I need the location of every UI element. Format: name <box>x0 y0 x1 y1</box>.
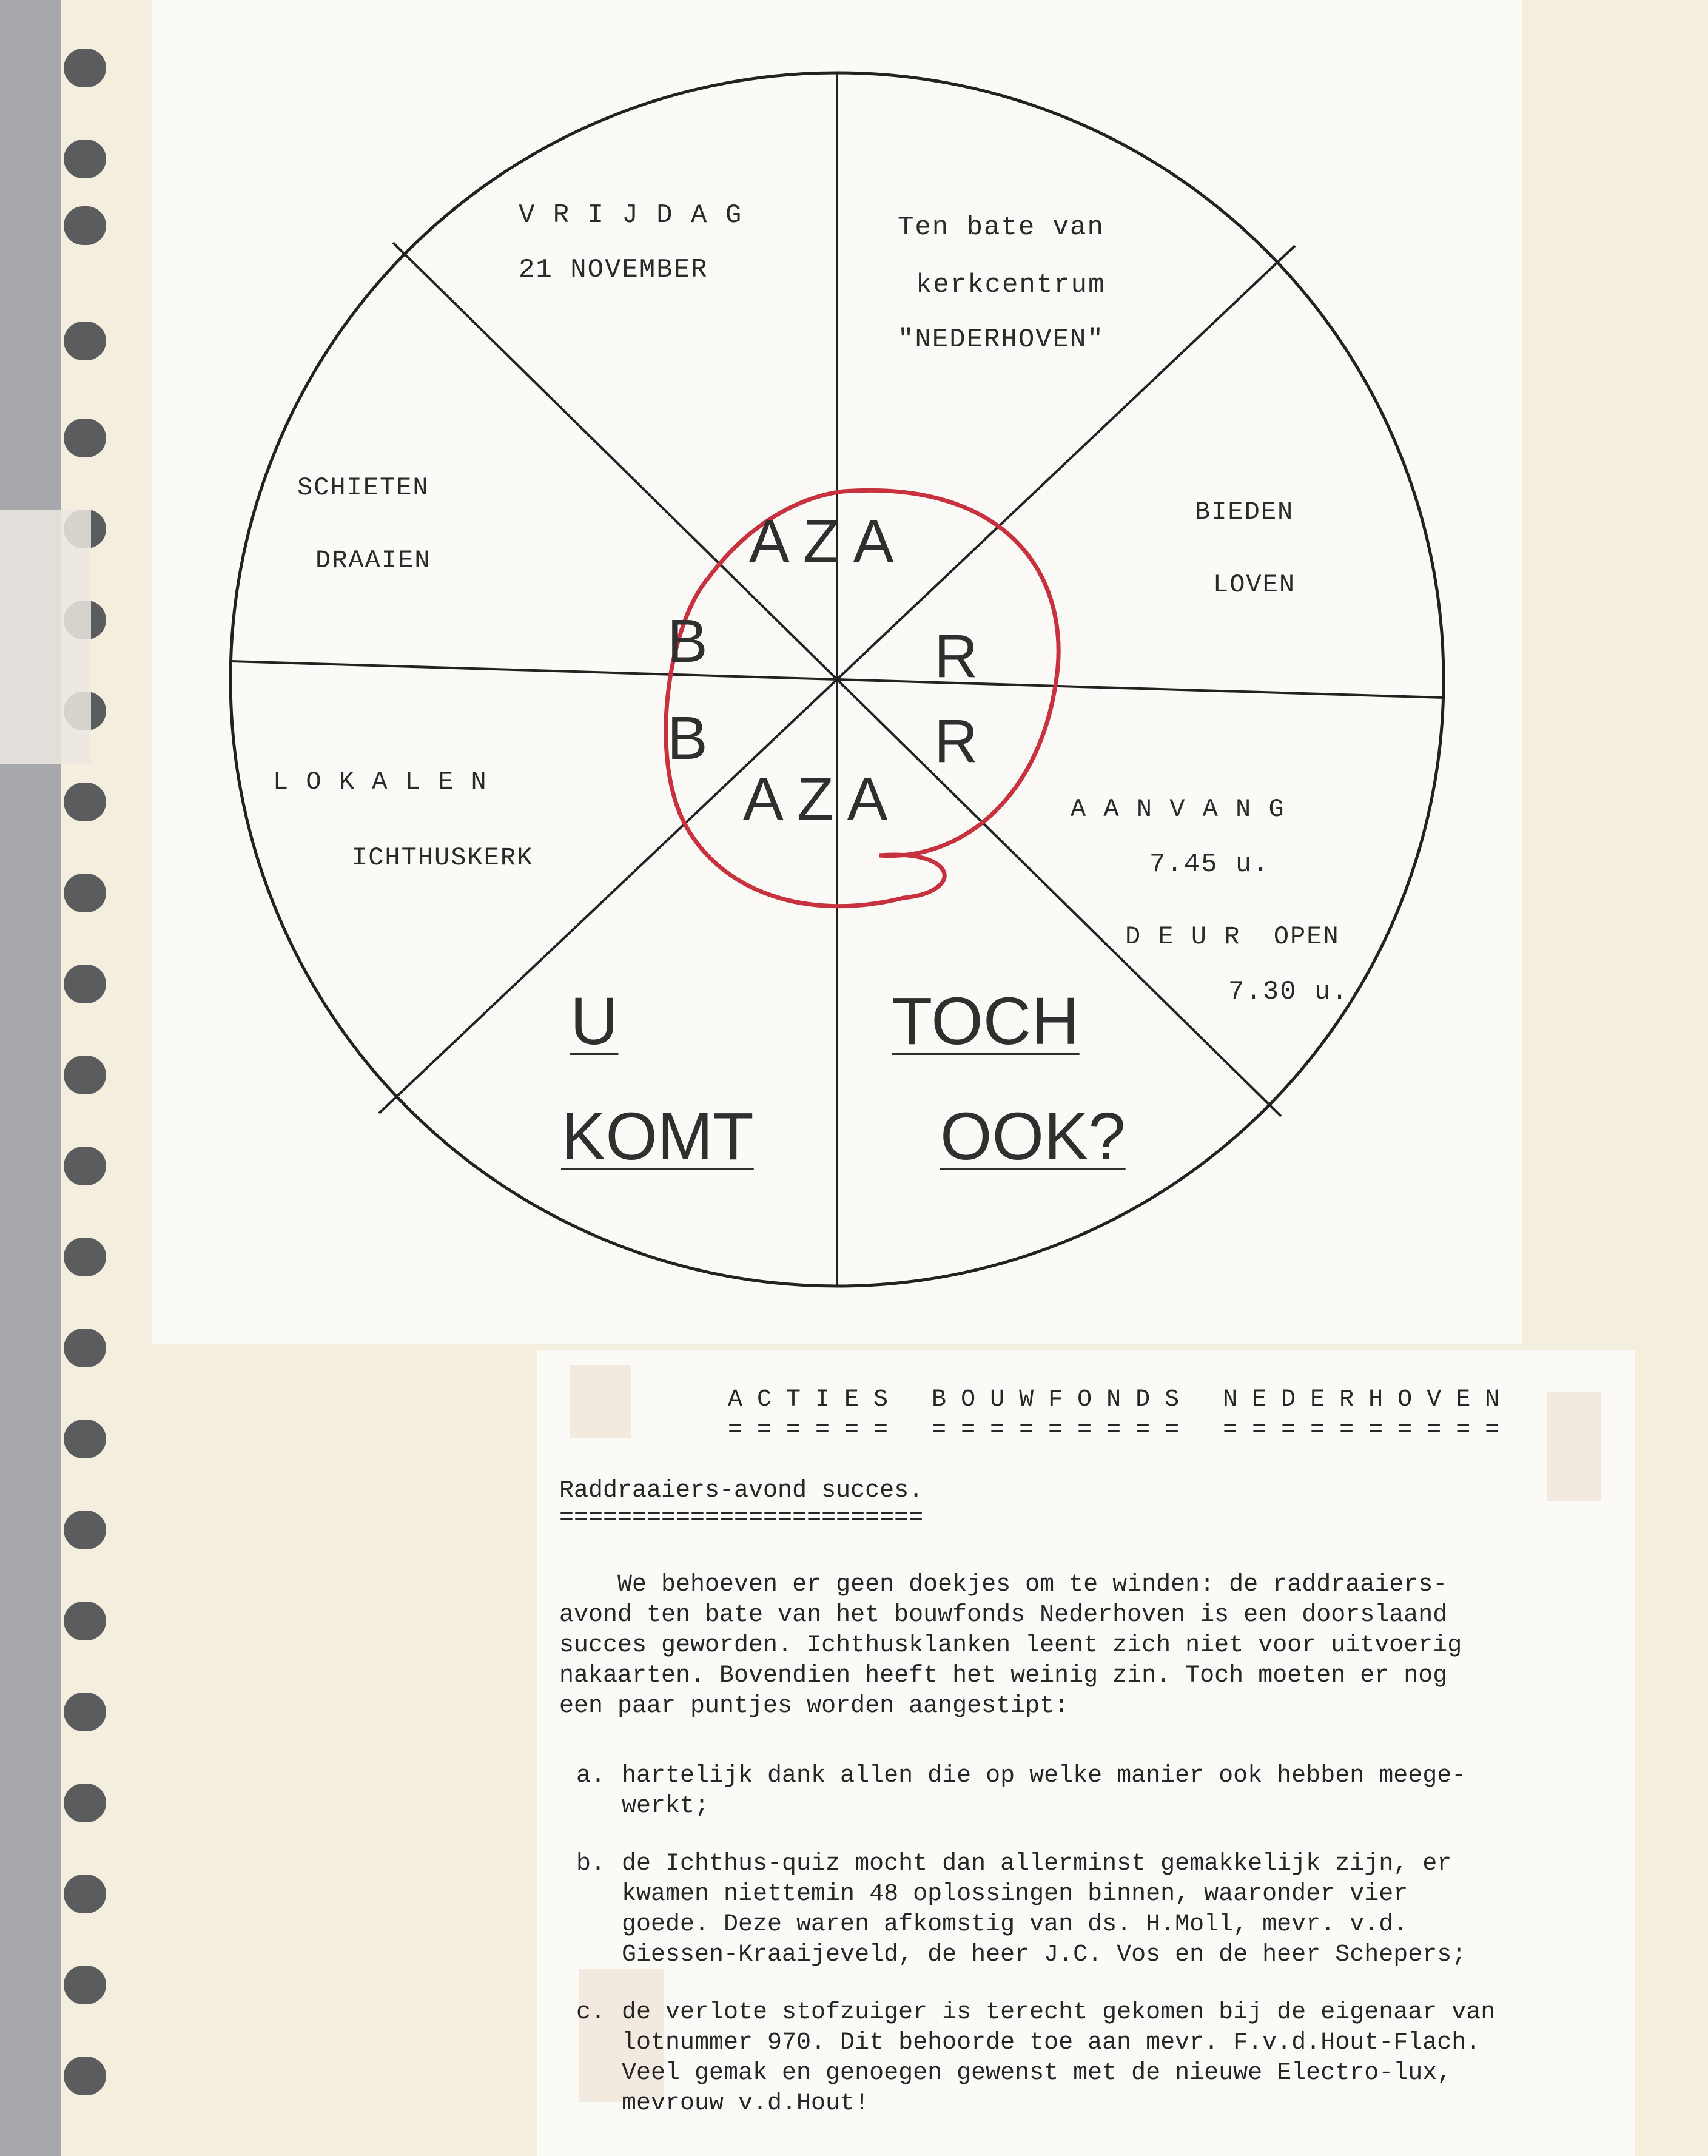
punch-hole <box>64 1875 106 1913</box>
punch-hole <box>64 322 106 360</box>
list-marker: b. <box>576 1850 606 1878</box>
wedge-right-line1: BIEDEN <box>1195 497 1294 527</box>
tape-piece <box>0 510 91 764</box>
list-marker: a. <box>576 1762 606 1790</box>
center-r-upper: R <box>934 622 978 690</box>
wedge-benefit-line2: kerkcentrum <box>916 270 1106 300</box>
punch-hole <box>64 1784 106 1822</box>
wedge-time-line4: 7.30 u. <box>1228 977 1349 1007</box>
list-item-line: werkt; <box>622 1793 710 1820</box>
punch-hole <box>64 419 106 457</box>
center-b-lower: B <box>667 704 708 772</box>
wedge-venue-line2: ICHTHUSKERK <box>352 843 534 872</box>
punch-hole <box>64 206 106 245</box>
slogan-toch: TOCH <box>892 984 1080 1059</box>
list-item-line: goede. Deze waren afkomstig van ds. H.Moll, mevr. v.d. <box>622 1911 1408 1938</box>
slogan-ook: OOK? <box>940 1099 1126 1174</box>
punch-hole <box>64 1147 106 1185</box>
notice-subheading-rule: ========================= <box>559 1504 924 1532</box>
list-item-line: kwamen niettemin 48 oplossingen binnen, waaronder vier <box>622 1881 1408 1908</box>
slogan-komt: KOMT <box>561 1099 754 1174</box>
list-item-line: mevrouw v.d.Hout! <box>622 2090 870 2117</box>
wedge-time-line3: D E U R OPEN <box>1125 922 1340 951</box>
wedge-benefit-line3: "NEDERHOVEN" <box>898 325 1104 355</box>
stain <box>570 1365 631 1438</box>
wedge-right-line2: LOVEN <box>1213 570 1296 599</box>
list-item-line: lotnummer 970. Dit behoorde toe aan mevr. F.v.d.Hout-Flach. <box>622 2029 1481 2057</box>
punch-hole <box>64 1511 106 1549</box>
punch-hole <box>64 1238 106 1276</box>
notice-subheading: Raddraaiers-avond succes. <box>559 1477 924 1504</box>
paragraph-line: succes geworden. Ichthusklanken leent zich niet voor uitvoerig <box>559 1632 1462 1659</box>
list-marker: c. <box>576 1999 606 2026</box>
punch-hole <box>64 1420 106 1458</box>
list-item-line: de verlote stofzuiger is terecht gekomen bij de eigenaar van <box>622 1999 1496 2026</box>
paragraph-line: een paar puntjes worden aangestipt: <box>559 1693 1069 1720</box>
wedge-date-line1: V R I J D A G <box>519 200 743 231</box>
punch-hole <box>64 965 106 1003</box>
punch-holes <box>64 0 106 2156</box>
bazaar-flyer <box>152 0 1522 1344</box>
wedge-left-line1: SCHIETEN <box>297 473 429 502</box>
wedge-time-line1: A A N V A N G <box>1071 795 1285 824</box>
punch-hole <box>64 1693 106 1731</box>
wheel-diagram <box>152 0 1522 1344</box>
punch-hole <box>64 1602 106 1640</box>
paragraph-line: nakaarten. Bovendien heeft het weinig zin. Toch moeten er nog <box>559 1662 1448 1689</box>
paragraph-line: avond ten bate van het bouwfonds Nederhoven is een doorslaand <box>559 1602 1448 1629</box>
punch-hole <box>64 49 106 87</box>
list-item-line: Veel gemak en genoegen gewenst met de nieuwe Electro-lux, <box>622 2060 1452 2087</box>
punch-hole <box>64 783 106 821</box>
wedge-left-line2: DRAAIEN <box>315 546 431 575</box>
notice-heading-rule: = = = = = = = = = = = = = = = = = = = = = = = = = <box>728 1417 1500 1444</box>
list-item-line: hartelijk dank allen die op welke manier ook hebben meege- <box>622 1762 1467 1790</box>
punch-hole <box>64 1966 106 2004</box>
list-item-line: de Ichthus-quiz mocht dan allerminst gemakkelijk zijn, er <box>622 1850 1452 1878</box>
wedge-date-line2: 21 NOVEMBER <box>519 255 708 285</box>
paragraph-line: We behoeven er geen doekjes om te winden: de raddraaiers- <box>559 1571 1448 1598</box>
center-r-lower: R <box>934 707 978 775</box>
binder-strip <box>0 0 61 2156</box>
punch-hole <box>64 874 106 912</box>
slogan-u: U <box>570 984 619 1059</box>
wedge-time-line2: 7.45 u. <box>1149 849 1270 880</box>
punch-hole <box>64 1329 106 1367</box>
punch-hole <box>64 140 106 178</box>
newsletter-clipping <box>537 1350 1635 2156</box>
wedge-venue-line1: L O K A L E N <box>273 767 488 797</box>
list-item-line: Giessen-Kraaijeveld, de heer J.C. Vos en de heer Schepers; <box>622 1941 1467 1969</box>
punch-hole <box>64 2057 106 2095</box>
stain <box>1547 1392 1601 1501</box>
wedge-benefit-line1: Ten bate van <box>898 212 1104 243</box>
punch-hole <box>64 1056 106 1094</box>
center-aza-bottom: AZA <box>743 765 901 833</box>
center-b-upper: B <box>667 607 708 675</box>
notice-heading: A C T I E S B O U W F O N D S N E D E R H O V E N <box>728 1386 1500 1413</box>
center-aza-top: AZA <box>749 507 907 575</box>
